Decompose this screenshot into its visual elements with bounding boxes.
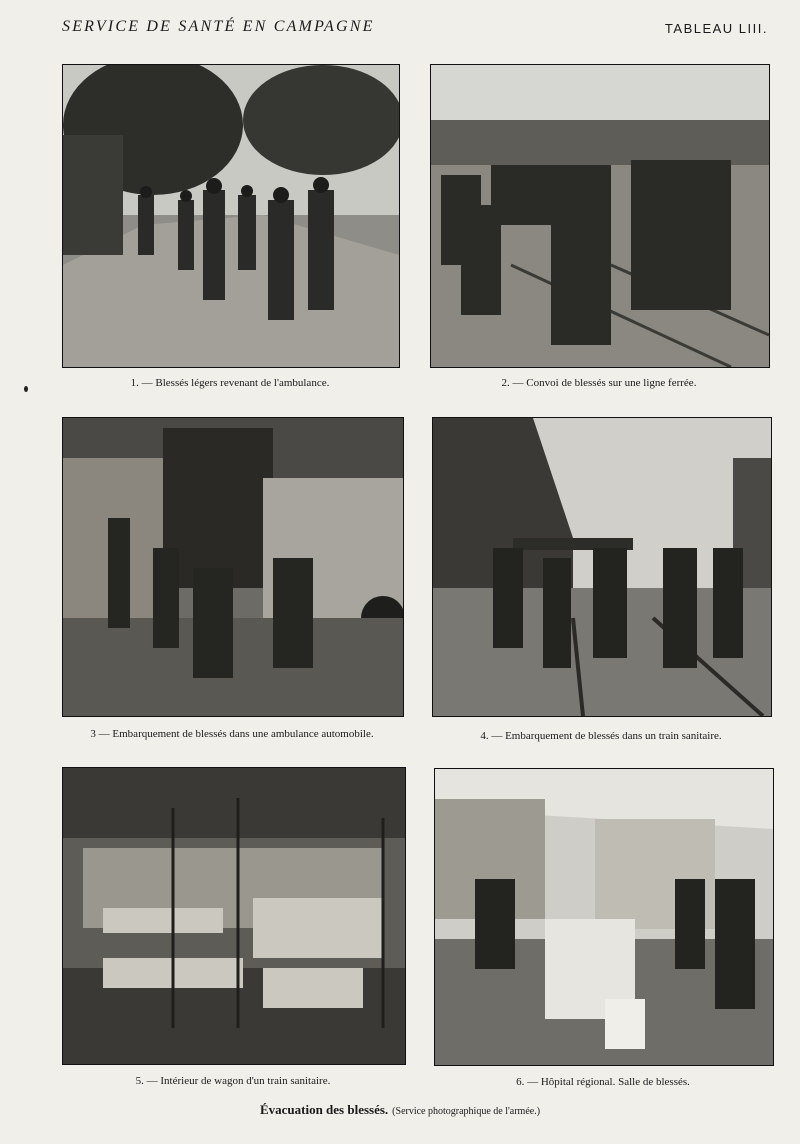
photo-6-caption: 6. — Hôpital régional. Salle de blessés. [516,1076,690,1088]
photo-4-caption: 4. — Embarquement de blessés dans un train sanitaire. [480,730,722,742]
photo-5-train-interior [62,767,406,1065]
plate-footer [0,1101,800,1119]
plate-title: Évacuation des blessés. [259,1102,389,1117]
page-header [62,18,768,42]
photo-5-caption: 5. — Intérieur de wagon d'un train sanitaire. [135,1075,331,1087]
photo-3-ambulance-boarding [62,417,404,717]
photo-4-train-boarding [432,417,772,717]
photo-3-caption: 3 — Embarquement de blessés dans une ambulance automobile. [90,728,374,740]
page-title: SERVICE DE SANTÉ EN CAMPAGNE [62,18,375,35]
photo-2-caption: 2. — Convoi de blessés sur une ligne ferrée. [501,377,697,389]
ink-mark [24,386,28,392]
photo-1-caption: 1. — Blessés légers revenant de l'ambulance. [130,377,330,389]
photo-credit: (Service photographique de l'armée.) [392,1106,541,1117]
photo-6-hospital-ward [434,768,774,1066]
photo-2-convoy-railway [430,64,770,368]
photo-1-wounded-returning [62,64,400,368]
plate-number: TABLEAU LIII. [664,21,768,36]
